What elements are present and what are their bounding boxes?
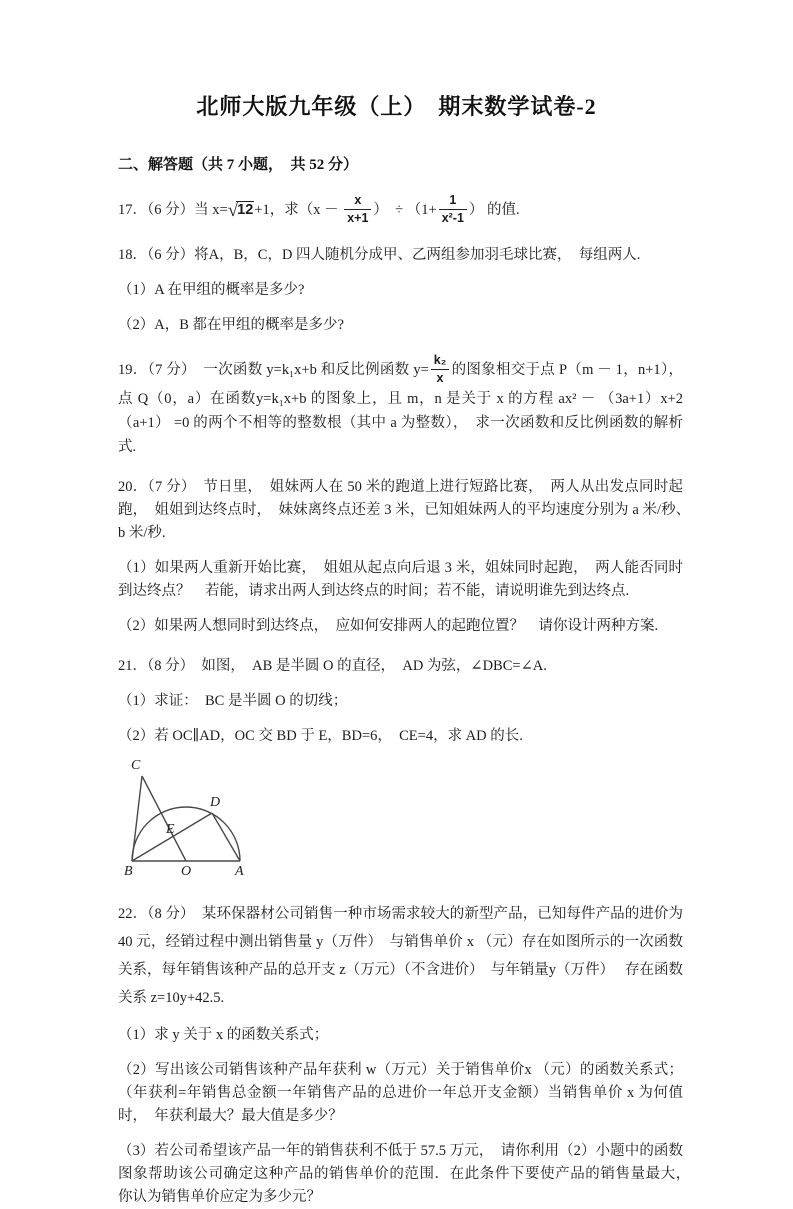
question-21-part-1: （1）求证： BC 是半圆 O 的切线； — [118, 693, 348, 709]
page-title: 北师大版九年级（上） 期末数学试卷-2 — [196, 94, 597, 119]
segment-BC — [132, 776, 142, 861]
fraction-1-over-x2-minus-1 — [439, 193, 467, 226]
exam-content — [0, 153, 793, 1209]
question-21: 21．（8 分） 如图， AB 是半圆 O 的直径， AD 为弦，∠DBC=∠A. — [118, 658, 547, 674]
figure-label-B: B — [124, 864, 133, 879]
geometry-diagram — [122, 754, 262, 878]
question-17-text-1: （6 分）当 x= — [147, 201, 228, 218]
fraction-denominator: x²-1 — [441, 211, 464, 225]
question-19 — [118, 354, 683, 459]
figure-label-A: A — [235, 864, 244, 879]
question-20: 20．（7 分） 节日里， 姐妹两人在 50 米的跑道上进行短路比赛， 两人从出发点同时起跑， 姐姐到达终点时， 妹妹离终点还差 3 米，已知姐妹两人的平均速度分别为 a 米/秒、 b 米/秒. — [118, 479, 698, 541]
question-17-text-2: +1，求（x － — [254, 201, 343, 218]
fraction-numerator: 1 — [439, 193, 467, 210]
question-22-part-1: （1）求 y 关于 x 的函数关系式； — [118, 1027, 329, 1043]
question-22: 22．（8 分） 某环保器材公司销售一种市场需求较大的新型产品，已知每件产品的进价为 40 元，经销过程中测出销售量 y（万件） 与销售单价 x （元）存在如图所示的一次函数关系，每年销售该种产品的总开支 z（万元）（不含进价） 与年销量y（万件） 存在函数关系 z=10y+42.5. — [118, 906, 687, 1006]
question-18-part-1: （1）A 在甲组的概率是多少? — [118, 282, 305, 298]
question-22-part-2: （2）写出该公司销售该种产品年获利 w（万元）关于销售单价x （元）的函数关系式；（年获利=年销售总金额一年销售产品的总进价一年总开支金额）当销售单价 x 为何值时， 年获利最大？最大值是多少？ — [118, 1062, 683, 1124]
figure-label-C: C — [131, 758, 141, 773]
question-17 — [118, 194, 683, 227]
sqrt-12 — [227, 199, 255, 221]
segment-CO — [142, 776, 186, 861]
question-17-text-3: ） ÷ （1+ — [373, 201, 437, 218]
question-19-number: 19． — [118, 361, 148, 378]
question-18: 18．（6 分）将A，B，C，D 四人随机分成甲、乙两组参加羽毛球比赛， 每组两人. — [118, 247, 641, 263]
fraction-numerator: k₂ — [431, 353, 450, 370]
radicand: 12 — [237, 201, 254, 218]
figure-label-D: D — [210, 795, 221, 810]
radical-sign: √ — [227, 199, 237, 221]
question-19-text-1: （7 分） 一次函数 y=k₁x+b 和反比例函数 y= — [147, 361, 429, 378]
question-20-part-1: （1）如果两人重新开始比赛， 姐姐从起点向后退 3 米，姐妹同时起跑， 两人能否同时到达终点？ 若能，请求出两人到达终点的时间；若不能，请说明谁先到达终点. — [118, 560, 683, 599]
question-20-part-2: （2）如果两人想同时到达终点， 应如何安排两人的起跑位置？ 请你设计两种方案. — [118, 618, 659, 634]
question-21-figure — [122, 754, 683, 883]
fraction-denominator: x+1 — [347, 211, 369, 225]
segment-AD — [212, 813, 240, 861]
question-22-part-3: （3）若公司希望该产品一年的销售获利不低于 57.5 万元， 请你利用（2）小题中的函数图象帮助该公司确定这种产品的销售单价的范围．在此条件下要使产品的销售量最大， 你认为销售单价应定为多少元？ — [118, 1143, 698, 1205]
question-17-text-4: ） 的值. — [468, 201, 520, 218]
question-17-number: 17． — [118, 201, 147, 218]
question-18-part-2: （2）A，B 都在甲组的概率是多少? — [118, 317, 344, 333]
question-21-part-2: （2）若 OC∥AD，OC 交 BD 于 E，BD=6， CE=4，求 AD 的长. — [118, 728, 523, 744]
fraction-x-over-x-plus-1 — [344, 193, 371, 226]
fraction-k2-over-x — [431, 353, 450, 386]
segment-BD — [132, 813, 212, 861]
section-header: 二、解答题（共 7 小题， 共 52 分） — [118, 157, 359, 173]
figure-label-E: E — [166, 822, 175, 837]
figure-label-O: O — [181, 864, 192, 879]
question-19-text-2: 的图象相交于点 P（m － 1，n+1），点 Q（0，a）在函数y=k₁x+b 的图象上，且 m，n 是关于 x 的方程 ax² － （3a+1）x+2（a+1） =0 的两个不相等的整数根（其中 a 为整数）， 求一次函数和反比例函数的解析式. — [118, 361, 683, 455]
fraction-denominator: x — [436, 371, 444, 385]
fraction-numerator: x — [344, 193, 371, 210]
